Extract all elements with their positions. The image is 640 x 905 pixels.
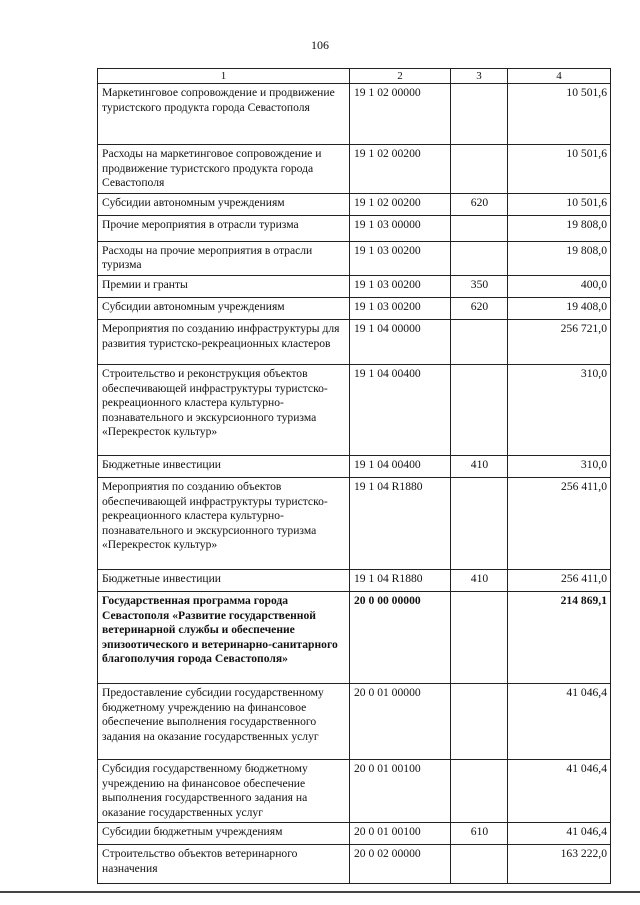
table-row: [98, 145, 611, 194]
row-name-cell: Прочие мероприятия в отрасли туризма: [98, 215, 350, 241]
table-row: [98, 364, 611, 455]
row-code-cell: 19 1 03 00200: [350, 241, 451, 275]
table-row: [98, 759, 611, 822]
row-name-cell: Маркетинговое сопровождение и продвижение туристского продукта города Севастополя: [98, 84, 350, 145]
table-row: [98, 241, 611, 275]
table-row: [98, 193, 611, 215]
row-code-cell: 20 0 00 00000: [350, 591, 451, 683]
table-row: [98, 297, 611, 319]
row-type-cell: [451, 477, 508, 569]
row-code-cell: 19 1 03 00200: [350, 275, 451, 297]
row-type-cell: [451, 241, 508, 275]
column-header-1: 1: [98, 69, 350, 84]
page-bottom-edge: [0, 891, 640, 893]
row-amount-cell: 256 411,0: [508, 569, 611, 591]
row-code-cell: 19 1 02 00200: [350, 193, 451, 215]
row-amount-cell: 10 501,6: [508, 145, 611, 194]
row-code-cell: 19 1 02 00000: [350, 84, 451, 145]
table-row: [98, 823, 611, 845]
row-type-cell: 410: [451, 455, 508, 477]
row-amount-cell: 310,0: [508, 455, 611, 477]
table-row: [98, 591, 611, 683]
row-code-cell: 20 0 01 00100: [350, 823, 451, 845]
row-code-cell: 20 0 01 00100: [350, 759, 451, 822]
row-code-cell: 20 0 02 00000: [350, 845, 451, 884]
table-row: [98, 215, 611, 241]
row-name-cell: Предоставление субсидии государственному бюджетному учреждению на финансовое обеспечение выполнения государственного задания на оказание государственных услуг: [98, 683, 350, 759]
row-name-cell: Бюджетные инвестиции: [98, 569, 350, 591]
column-header-3: 3: [451, 69, 508, 84]
row-type-cell: 620: [451, 193, 508, 215]
row-amount-cell: 19 808,0: [508, 215, 611, 241]
table-row: [98, 455, 611, 477]
row-code-cell: 19 1 02 00200: [350, 145, 451, 194]
row-code-cell: 19 1 04 00400: [350, 455, 451, 477]
table-row: [98, 477, 611, 569]
row-type-cell: [451, 845, 508, 884]
table-row: [98, 319, 611, 364]
row-amount-cell: 10 501,6: [508, 84, 611, 145]
row-code-cell: 19 1 04 R1880: [350, 477, 451, 569]
row-type-cell: 620: [451, 297, 508, 319]
row-name-cell: Бюджетные инвестиции: [98, 455, 350, 477]
row-name-cell: Субсидия государственному бюджетному учреждению на финансовое обеспечение выполнения государственного задания на оказание государственных услуг: [98, 759, 350, 822]
row-type-cell: 610: [451, 823, 508, 845]
row-type-cell: [451, 319, 508, 364]
row-name-cell: Мероприятия по созданию инфраструктуры для развития туристско-рекреационных кластеров: [98, 319, 350, 364]
row-type-cell: [451, 591, 508, 683]
row-amount-cell: 41 046,4: [508, 683, 611, 759]
row-name-cell: Расходы на маркетинговое сопровождение и продвижение туристского продукта города Севастополя: [98, 145, 350, 194]
column-header-4: 4: [508, 69, 611, 84]
row-type-cell: [451, 84, 508, 145]
table-body: [98, 84, 611, 884]
row-amount-cell: 19 408,0: [508, 297, 611, 319]
row-name-cell: Расходы на прочие мероприятия в отрасли туризма: [98, 241, 350, 275]
table-row: [98, 84, 611, 145]
column-header-2: 2: [350, 69, 451, 84]
table-row: [98, 845, 611, 884]
row-amount-cell: 19 808,0: [508, 241, 611, 275]
table-row: [98, 683, 611, 759]
budget-table: [97, 68, 611, 884]
page-number: 106: [311, 38, 329, 52]
row-amount-cell: 256 721,0: [508, 319, 611, 364]
row-name-cell: Мероприятия по созданию объектов обеспечивающей инфраструктуры туристско-рекреационного кластера культурно-познавательного и экскурсионного туризма «Перекресток культур»: [98, 477, 350, 569]
row-type-cell: [451, 683, 508, 759]
table-row: [98, 569, 611, 591]
row-name-cell: Строительство объектов ветеринарного назначения: [98, 845, 350, 884]
row-amount-cell: 41 046,4: [508, 759, 611, 822]
row-amount-cell: 310,0: [508, 364, 611, 455]
row-code-cell: 19 1 03 00200: [350, 297, 451, 319]
row-amount-cell: 163 222,0: [508, 845, 611, 884]
row-code-cell: 19 1 04 00000: [350, 319, 451, 364]
row-code-cell: 19 1 04 R1880: [350, 569, 451, 591]
row-code-cell: 19 1 03 00000: [350, 215, 451, 241]
table-header-row: [98, 69, 611, 84]
row-name-cell: Премии и гранты: [98, 275, 350, 297]
row-amount-cell: 214 869,1: [508, 591, 611, 683]
row-code-cell: 19 1 04 00400: [350, 364, 451, 455]
row-name-cell: Государственная программа города Севастополя «Развитие государственной ветеринарной службы и обеспечение эпизоотического и ветеринарно-санитарного благополучия города Севастополя»: [98, 591, 350, 683]
row-code-cell: 20 0 01 00000: [350, 683, 451, 759]
row-type-cell: [451, 145, 508, 194]
table-row: [98, 275, 611, 297]
row-amount-cell: 10 501,6: [508, 193, 611, 215]
row-type-cell: [451, 759, 508, 822]
row-type-cell: 350: [451, 275, 508, 297]
row-amount-cell: 400,0: [508, 275, 611, 297]
row-amount-cell: 256 411,0: [508, 477, 611, 569]
row-name-cell: Субсидии бюджетным учреждениям: [98, 823, 350, 845]
row-type-cell: 410: [451, 569, 508, 591]
row-name-cell: Субсидии автономным учреждениям: [98, 193, 350, 215]
row-type-cell: [451, 364, 508, 455]
row-name-cell: Субсидии автономным учреждениям: [98, 297, 350, 319]
row-amount-cell: 41 046,4: [508, 823, 611, 845]
row-type-cell: [451, 215, 508, 241]
row-name-cell: Строительство и реконструкция объектов обеспечивающей инфраструктуры туристско-рекреационного кластера культурно-познавательного и экскурсионного туризма «Перекресток культур»: [98, 364, 350, 455]
